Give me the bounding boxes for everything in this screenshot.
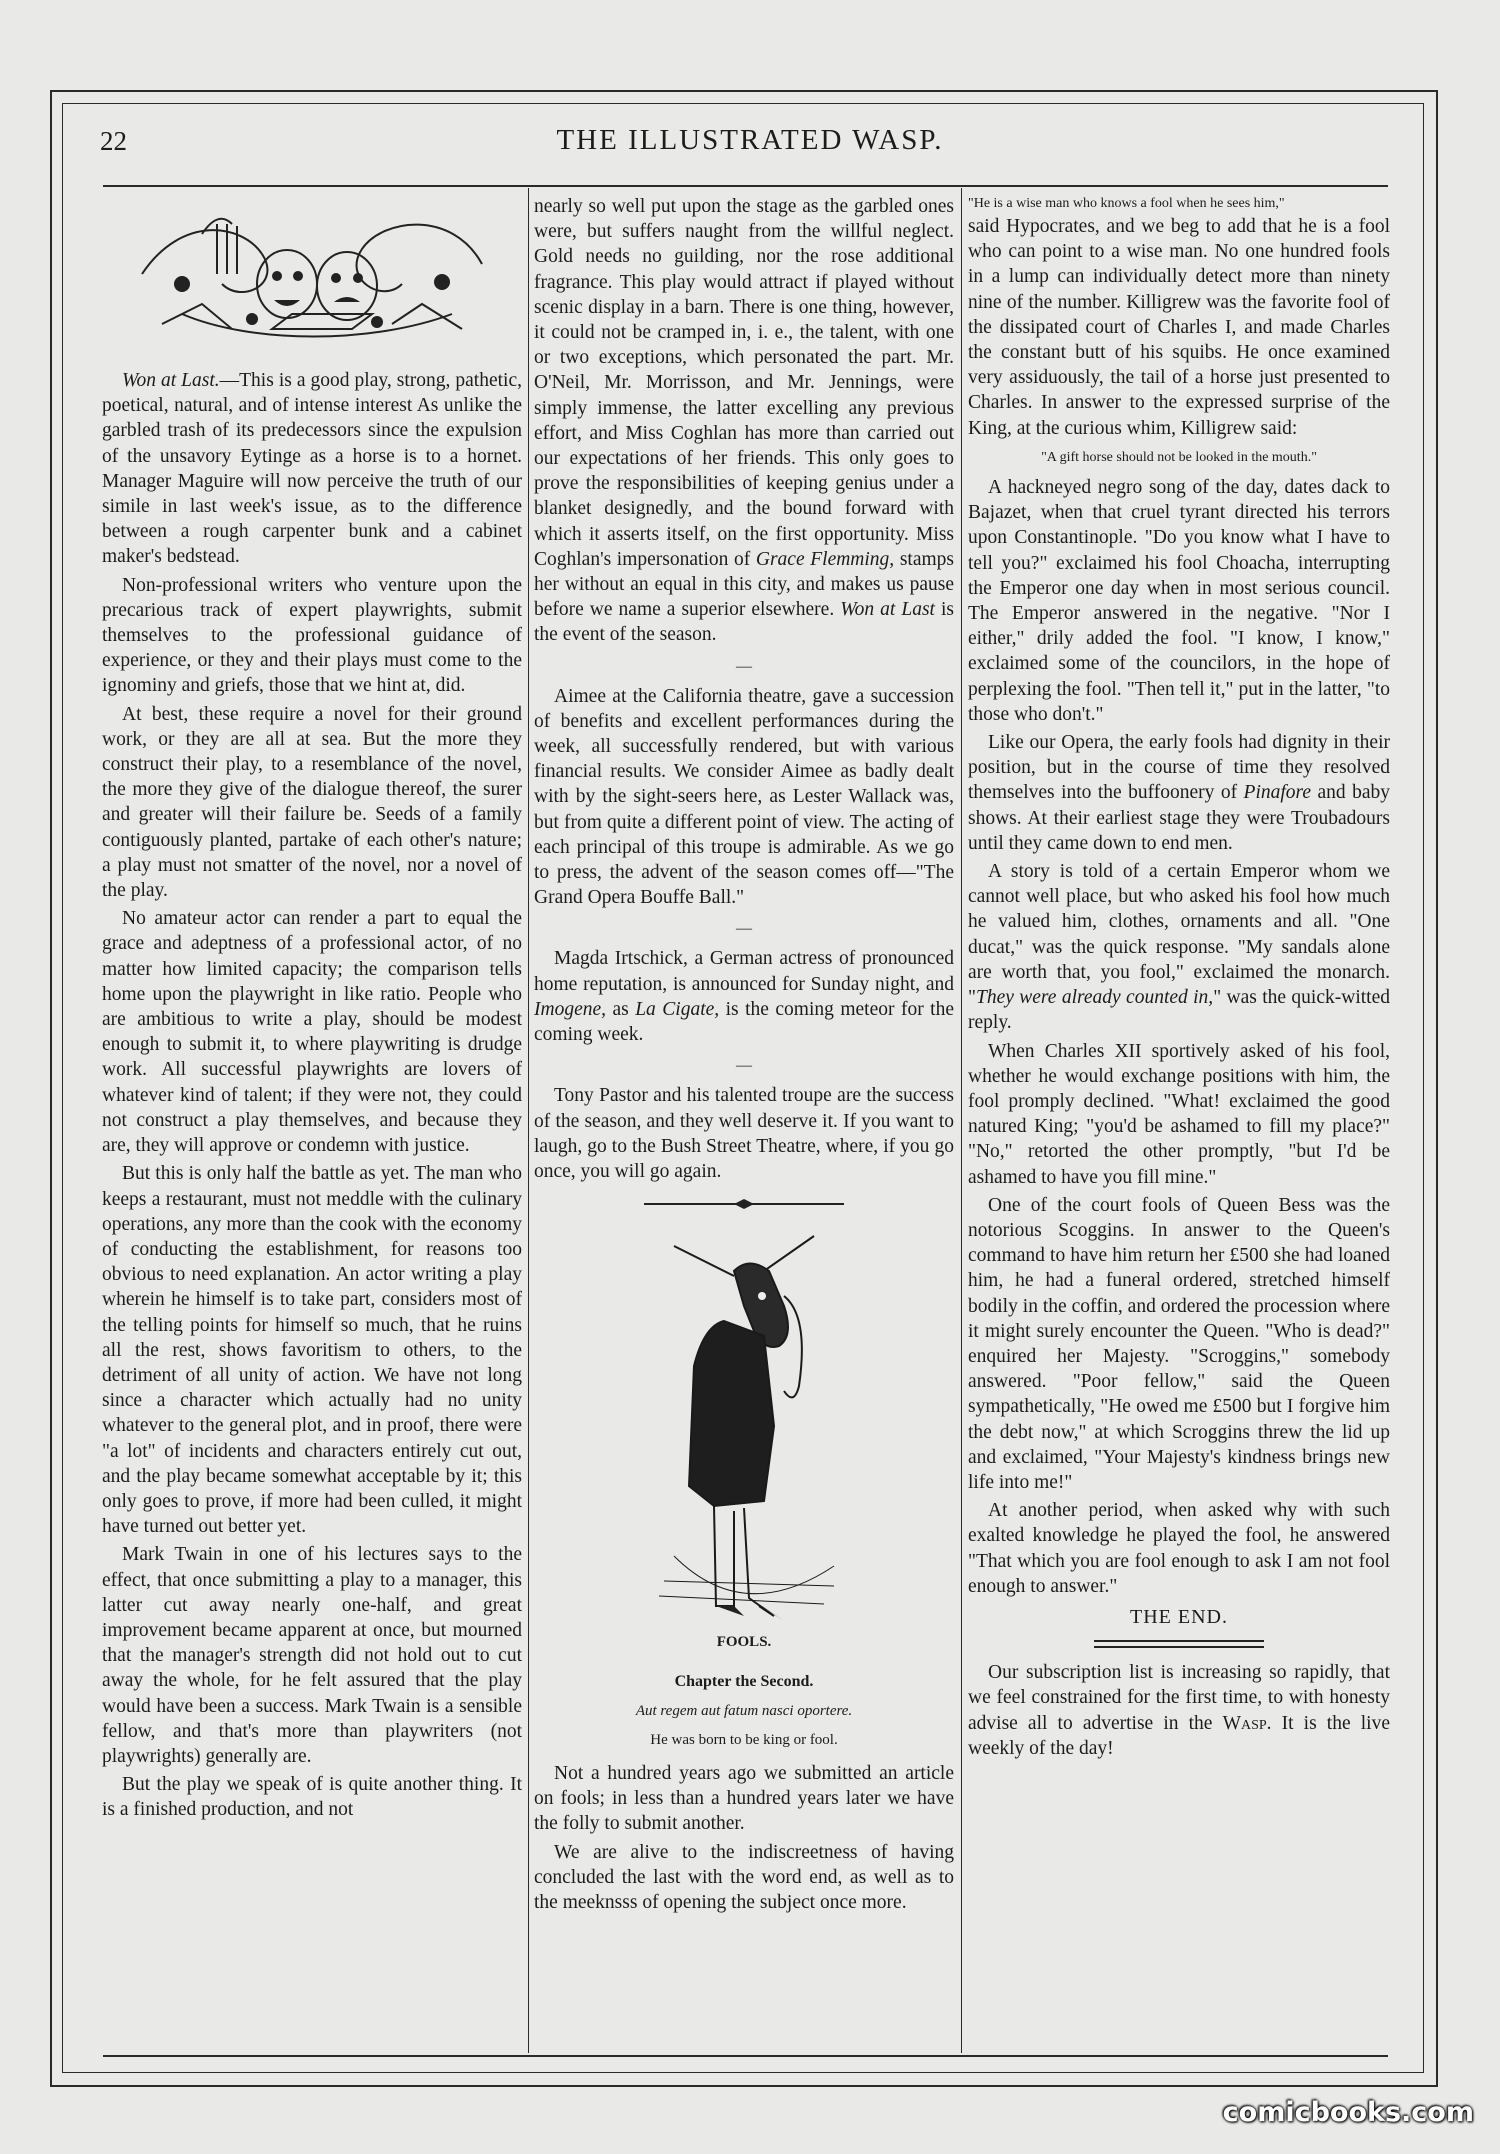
double-rule	[1094, 1640, 1264, 1648]
section-dash: —	[736, 1057, 752, 1075]
paragraph-text: and baby shows. At their earliest stage they were Troubadours until they came down to end men.	[968, 782, 1390, 854]
column-1	[102, 194, 522, 2054]
paragraph-text: —This is a good play, strong, pathetic, poetical, natural, and of intense interest As unlike the garbled trash of its predecessors since the expulsion of the unsavory Eytinge as a horse is to a hornet. Manager Maguire will now perceive the truth of our simile in last week's issue, as to the difference between a rough carpenter bunk and a cabinet maker's bedstead.	[102, 370, 522, 568]
the-end-heading: THE END.	[1130, 1605, 1228, 1628]
header-rule	[103, 185, 1388, 187]
paragraph-text: as	[606, 998, 636, 1020]
chapter-heading: Chapter the Second.	[674, 1673, 814, 1691]
paragraph-text: But the play we speak of is quite another thing. It is a finished production, and not	[102, 1774, 522, 1821]
paragraph-text: But this is only half the battle as yet. The man who keeps a restaurant, must not meddle with the culinary operations, any more than the cook with the economy of conducting the establishment, for reasons too obvious to need explanation. An actor writing a play wherein he himself is to take part, considers most of the telling points for himself so much, that he ruins all the rest, shows favoritism to others, to the detriment of all unity of action. We have not long since a character which actually had no unity whatever to the general plot, and in proof, there were "a lot" of incidents and characters entirely cut out, and the play became somewhat acceptable by it; this only goes to prove, if more had been culled, it might have turned out better yet.	[102, 1163, 522, 1538]
paragraph-text: is the event of the season.	[534, 599, 954, 646]
paragraph-text: . It is the live weekly of the day!	[968, 1712, 1390, 1759]
italic-text: Won at Last	[840, 599, 935, 621]
section-dash: —	[736, 657, 752, 675]
epigraph-translation: He was born to be king or fool.	[650, 1731, 838, 1748]
paragraph-text: said Hypocrates, and we beg to add that he is a fool who can point to a wise man. No one hundred fools in a lump can individually detect more than ninety nine of the number. Killigrew was the favorite fool of the dissipated court of Charles I, and made Charles the constant butt of his squibs. He once examined very assiduously, the tail of a horse just presented to Charles. In answer to the expressed surprise of the King, at the curious whim, Killigrew said:	[968, 216, 1390, 439]
illustration-caption: FOOLS.	[716, 1634, 772, 1651]
column-2	[534, 194, 954, 2054]
italic-text: They were already counted in,	[975, 987, 1214, 1009]
paragraph-text: No amateur actor can render a part to equal the grace and adeptness of a professional actor, of no matter how limited capacity; the comparison tells home upon the playwright in like ratio. People who are ambitious to write a play, should be modest enough to submit it, to where playwriting is drudge work. All successful playwrights are lovers of whatever kind of talent; if they were not, they could not construct a play themselves, and because they are, they will approve or condemn with justice.	[102, 908, 522, 1157]
italic-text: Grace Flemming,	[755, 548, 895, 570]
paragraph-text: At another period, when asked why with such exalted knowledge he played the fool, he answered "That which you are fool enough to ask I am not fool enough to answer."	[968, 1500, 1390, 1597]
paragraph-text: Not a hundred years ago we submitted an article on fools; in less than a hundred years later we have the folly to submit another.	[534, 1762, 954, 1835]
page-number: 22	[100, 126, 127, 156]
masthead-title: THE ILLUSTRATED WASP.	[556, 124, 944, 156]
column-divider-1	[528, 188, 529, 2053]
latin-epigraph: Aut regem aut fatum nasci oportere.	[635, 1702, 853, 1719]
paragraph-text: Aimee at the California theatre, gave a succession of benefits and excellent performances during the week, all successfully rendered, but with various financial results. We consider Aimee as badly dealt with by the sight-seers here, as Lester Wallack was, but from quite a different point of view. The acting of each principal of this troupe is admirable. As we go to press, the advent of the season comes off—"The Grand Opera Bouffe Ball."	[534, 685, 954, 909]
paragraph-text: Like our Opera, the early fools had dignity in their position, but in the course of time they resolved themselves into the buffoonery of	[968, 732, 1390, 804]
play-title-won-at-last: Won at Last.	[122, 370, 220, 391]
watermark: comicbooks.com	[1222, 2097, 1474, 2128]
paragraph-text: A story is told of a certain Emperor whom we cannot well place, but who asked his fool how much he valued him, clothes, ornaments and all. "One ducat," was the quick response. "My sandals alone are worth that, you fool," exclaimed the monarch. "	[968, 861, 1390, 1009]
paragraph-text: Magda Irtschick, a German actress of pronounced home reputation, is announced for Sunday night, and	[534, 948, 954, 995]
italic-text: Pinafore	[1243, 782, 1312, 804]
donkey-fool-illustration	[634, 1226, 854, 1626]
column-3	[968, 194, 1390, 2054]
paragraph-text: We are alive to the indiscreetness of having concluded the last with the word end, as well as to the meeknsss of opening the subject once more.	[534, 1841, 954, 1913]
decorative-rule	[644, 1198, 844, 1210]
paragraph-text: One of the court fools of Queen Bess was the notorious Scoggins. In answer to the Queen's command to have him return her £500 she had loaned him, he had a funeral ordered, stretched himself bodily in the coffin, and ordered the procession where it might surely encounter the Queen. "Who is dead?" enquired her Majesty. "Scroggins," somebody answered. "Poor fellow," said the Queen sympathetically, "He owed me £500 but I forgive him the debt now," at which Scroggins threw the lid up and exclaimed, "Your Majesty's kindness brings new life into me!"	[968, 1194, 1390, 1493]
gift-horse-quote: "A gift horse should not be looked in the mouth."	[1041, 449, 1317, 465]
paragraph-text: " was the quick-witted reply.	[968, 987, 1390, 1034]
hypocrates-quote: "He is a wise man who knows a fool when he sees him,"	[968, 196, 1285, 211]
paragraph-text: is the coming meteor for the coming week.	[534, 998, 954, 1046]
paragraph-text: Our subscription list is increasing so rapidly, that we feel constrained for the first time, to with honesty advise all to advertise in the	[968, 1662, 1390, 1734]
paragraph-text: Tony Pastor and his talented troupe are the success of the season, and they well deserve it. If you want to laugh, go to the Bush Street Theatre, where, if you go once, you will go again.	[534, 1085, 954, 1182]
paragraph-text: Non-professional writers who venture upon the precarious track of expert playwrights, submit themselves to the professional guidance of experience, or they and their plays must come to the ignominy and griefs, those that we hint at, did.	[102, 574, 522, 697]
italic-text: La Cigate,	[635, 998, 720, 1020]
small-caps-text: Wasp	[1222, 1712, 1267, 1734]
paragraph-text: Mark Twain in one of his lectures says to the effect, that once submitting a play to a manager, this latter cut away nearly one-half, and great improvement became apparent at once, but mourned that the manager's strength did not hold out to cut away the whole, for he felt assured that the play would have been a success. Mark Twain is a sensible fellow, and that's more than playwriters (not playwrights) generally are.	[102, 1544, 522, 1767]
column-divider-2	[961, 188, 962, 2053]
italic-text: Imogene,	[534, 998, 607, 1020]
footer-rule	[103, 2055, 1388, 2057]
paragraph-text: When Charles XII sportively asked of his fool, whether he would exchange positions with him, the fool promply declined. "What! exclaimed the good natured King; "you'd be ashamed to fill my place?" "No," retorted the other promptly, "but I'd be ashamed to have you fill mine."	[968, 1040, 1390, 1188]
theatre-masks-ornament	[122, 204, 502, 354]
paragraph-text: A hackneyed negro song of the day, dates dack to Bajazet, when that cruel tyrant directed his terrors upon Constantinople. "Do you know what I have to tell you?" exclaimed his fool Choacha, interrupting the Emperor one day when in most serious council. The Emperor answered in the negative. "Nor I either," drily added the fool. "I know, I know," exclaimed some of the councilors, in the hope of perplexing the fool. "Then tell it," put in the latter, "to those who don't."	[968, 477, 1390, 725]
section-dash: —	[736, 920, 752, 938]
paragraph-text: stamps her without an equal in this city, and makes us pause before we name a superior elsewhere.	[534, 548, 954, 621]
paragraph-text: At best, these require a novel for their ground work, or they are all at sea. But the more they construct their play, to a resemblance of the novel, the more they give of the dialogue thereof, the surer and greater will their failure be. Seeds of a family contiguously planted, partake of each other's nature; a play must not smatter of the novel, nor a novel of the play.	[102, 703, 522, 902]
paragraph-text: nearly so well put upon the stage as the garbled ones were, but suffers naught from the willful neglect. Gold needs no guilding, nor the rose additional fragrance. This play would attract if played without scenic display in a barn. There is one thing, however, it could not be cramped in, i. e., the talent, with one or two exceptions, which personated the part. Mr. O'Neil, Mr. Morrisson, and Mr. Jennings, were simply immense, the latter excelling any previous effort, and Miss Coghlan has more than carried out our expectations of her friends. This only goes to prove the responsibilities of keeping genius under a blanket designedly, and the bound forward with which it asserts itself, on the first opportunity. Miss Coghlan's impersonation of	[534, 196, 954, 570]
